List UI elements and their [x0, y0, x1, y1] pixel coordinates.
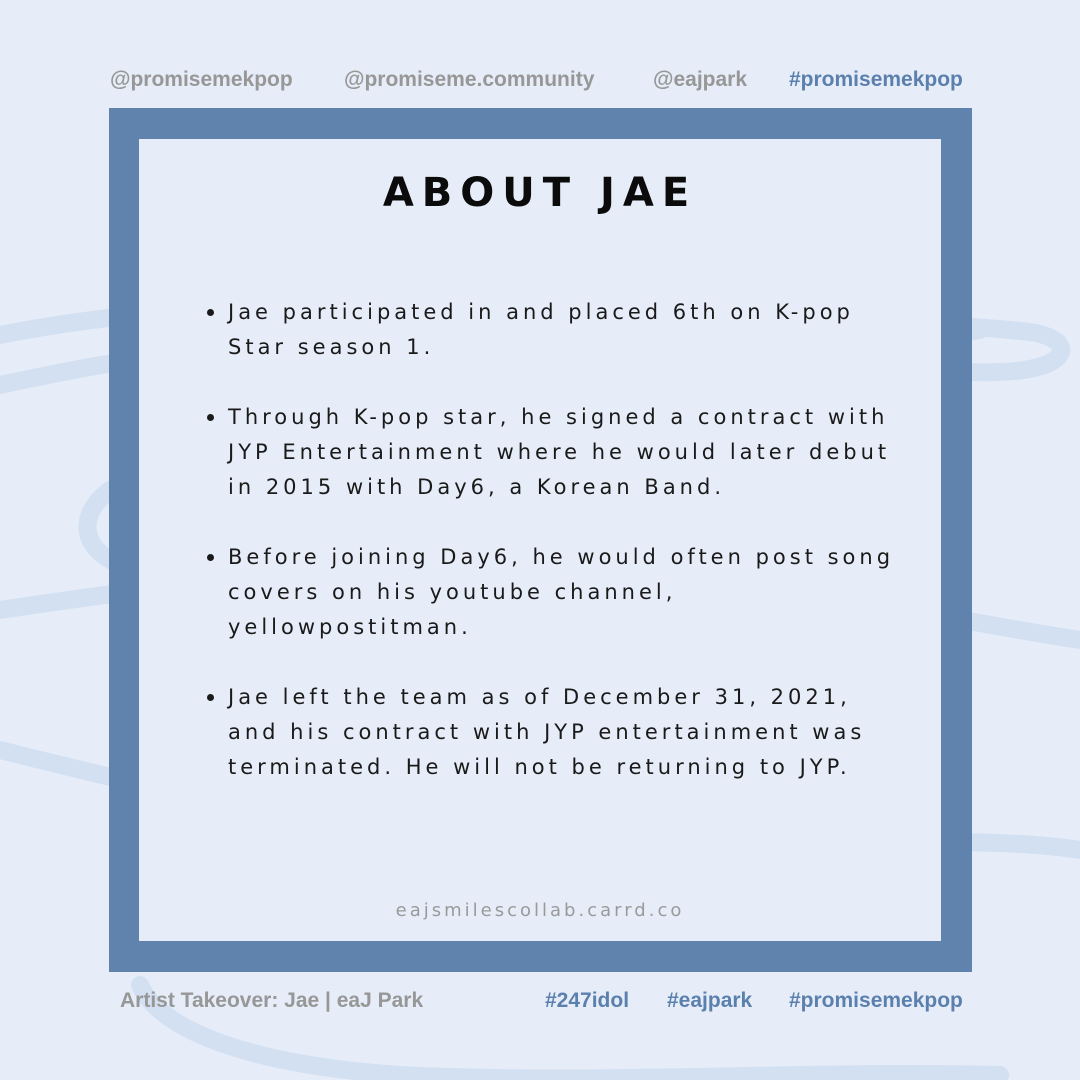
- top-social-tags: [110, 64, 978, 96]
- fact-item: Before joining Day6, he would often post song covers on his youtube channel, yellowpostitman.: [205, 540, 905, 645]
- hashtag-247idol: #247idol: [545, 989, 630, 1012]
- fact-list: [205, 295, 905, 820]
- website-url: eajsmilescollab.carrd.co: [395, 900, 685, 921]
- fact-item: Through K-pop star, he signed a contract with JYP Entertainment where he would later debut in 2015 with Day6, a Korean Band.: [205, 400, 905, 505]
- bottom-tags: [110, 985, 978, 1017]
- hashtag-eajpark: #eajpark: [667, 989, 753, 1012]
- fact-item: Jae participated in and placed 6th on K-pop Star season 1.: [205, 295, 905, 365]
- card-title: ABOUT JAE: [382, 170, 698, 216]
- hashtag-promisemekpop: #promisemekpop: [789, 68, 963, 91]
- artist-takeover-label: Artist Takeover: Jae | eaJ Park: [120, 989, 424, 1012]
- instagram-handle-tag: @promisemekpop: [110, 68, 293, 91]
- hashtag-promisemekpop-bottom: #promisemekpop: [789, 989, 963, 1012]
- fact-item: Jae left the team as of December 31, 2021, and his contract with JYP entertainment was terminated. He will not be returning to JYP.: [205, 680, 905, 785]
- artist-handle-tag: @eajpark: [653, 68, 748, 91]
- community-handle-tag: @promiseme.community: [344, 68, 595, 91]
